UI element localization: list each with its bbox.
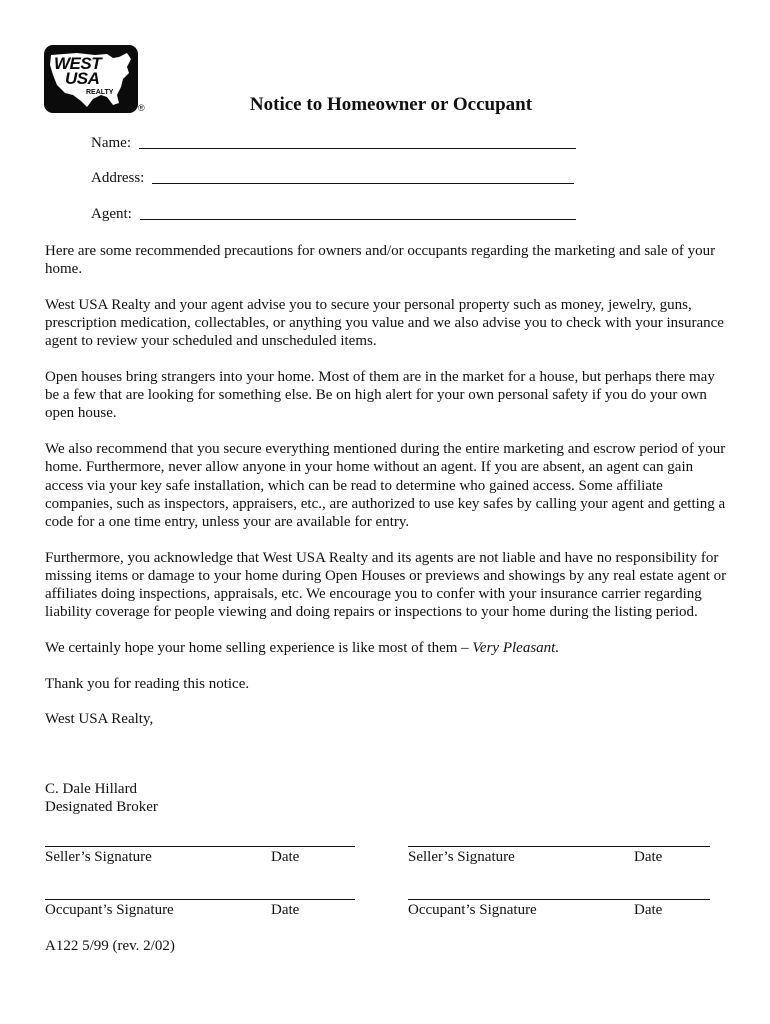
closing-line: West USA Realty, — [45, 711, 154, 728]
occupant-signature-label-right: Occupant’s Signature — [408, 902, 537, 918]
paragraph-secure-property: West USA Realty and your agent advise you to secure your personal property such as money, jewelry, guns, prescription medication, collectables, or anything you value and we also advise you to check with your insurance agent to review your scheduled and unscheduled items. — [45, 296, 724, 350]
seller-date-label-right: Date — [634, 849, 663, 865]
document-title: Notice to Homeowner or Occupant — [249, 94, 533, 115]
experience-italic: Very Pleasant. — [472, 639, 560, 656]
occupant-signature-label-left: Occupant’s Signature — [45, 902, 174, 918]
seller-signature-line-right[interactable] — [408, 846, 710, 847]
address-line[interactable] — [152, 182, 574, 184]
experience-lead: We certainly hope your home selling experience is like most of them – — [45, 639, 473, 656]
seller-signature-label-left: Seller’s Signature — [45, 849, 152, 865]
logo-text-west: WEST — [54, 54, 102, 73]
seller-date-label-left: Date — [271, 849, 300, 865]
seller-signature-label-right: Seller’s Signature — [408, 849, 515, 865]
agent-label: Agent: — [91, 206, 132, 222]
agent-line[interactable] — [140, 218, 576, 220]
registered-mark: ® — [138, 103, 145, 113]
logo-text-usa: USA — [65, 69, 100, 88]
paragraph-experience — [45, 639, 730, 657]
signer-title: Designated Broker — [45, 799, 158, 816]
paragraph-liability: Furthermore, you acknowledge that West USA Realty and its agents are not liable and have no responsibility for missing items or damage to your home during Open Houses or previews and showings by any real estate agent or affiliates doing inspections, appraisals, etc. We encourage you to confer with your insurance carrier regarding liability coverage for people viewing and doing repairs or inspections to your home during the listing period. — [45, 549, 727, 621]
address-field[interactable] — [91, 170, 574, 187]
form-code: A122 5/99 (rev. 2/02) — [45, 938, 175, 954]
occupant-signature-line-left[interactable] — [45, 899, 355, 900]
paragraph-thanks: Thank you for reading this notice. — [45, 675, 250, 692]
name-field[interactable] — [91, 135, 576, 152]
signer-name: C. Dale Hillard — [45, 781, 138, 798]
address-label: Address: — [91, 170, 145, 186]
agent-field[interactable] — [91, 206, 576, 223]
paragraph-open-houses: Open houses bring strangers into your home. Most of them are in the market for a house, but perhaps there may be a few that are looking for something else. Be on high alert for your own personal safety if you do your own open house. — [45, 369, 715, 422]
paragraph-escrow: We also recommend that you secure everything mentioned during the entire marketing and escrow period of your home. Furthermore, never allow anyone in your home without an agent. If you are absent, an agent can gain access via your key safe installation, which can be read to determine who gained access. Some affiliate companies, such as inspectors, appraisers, etc., are authorized to use key safes by calling your agent and getting a code for a one time entry, unless your are available for entry. — [45, 441, 726, 530]
notice-body — [45, 242, 730, 816]
occupant-date-label-left: Date — [271, 902, 300, 918]
seller-signature-line-left[interactable] — [45, 846, 355, 847]
occupant-signature-line-right[interactable] — [408, 899, 710, 900]
paragraph-intro: Here are some recommended precautions for owners and/or occupants regarding the marketing and sale of your home. — [45, 243, 716, 278]
name-line[interactable] — [139, 147, 576, 149]
logo-text-realty: REALTY — [86, 89, 114, 96]
name-label: Name: — [91, 135, 131, 151]
occupant-date-label-right: Date — [634, 902, 663, 918]
